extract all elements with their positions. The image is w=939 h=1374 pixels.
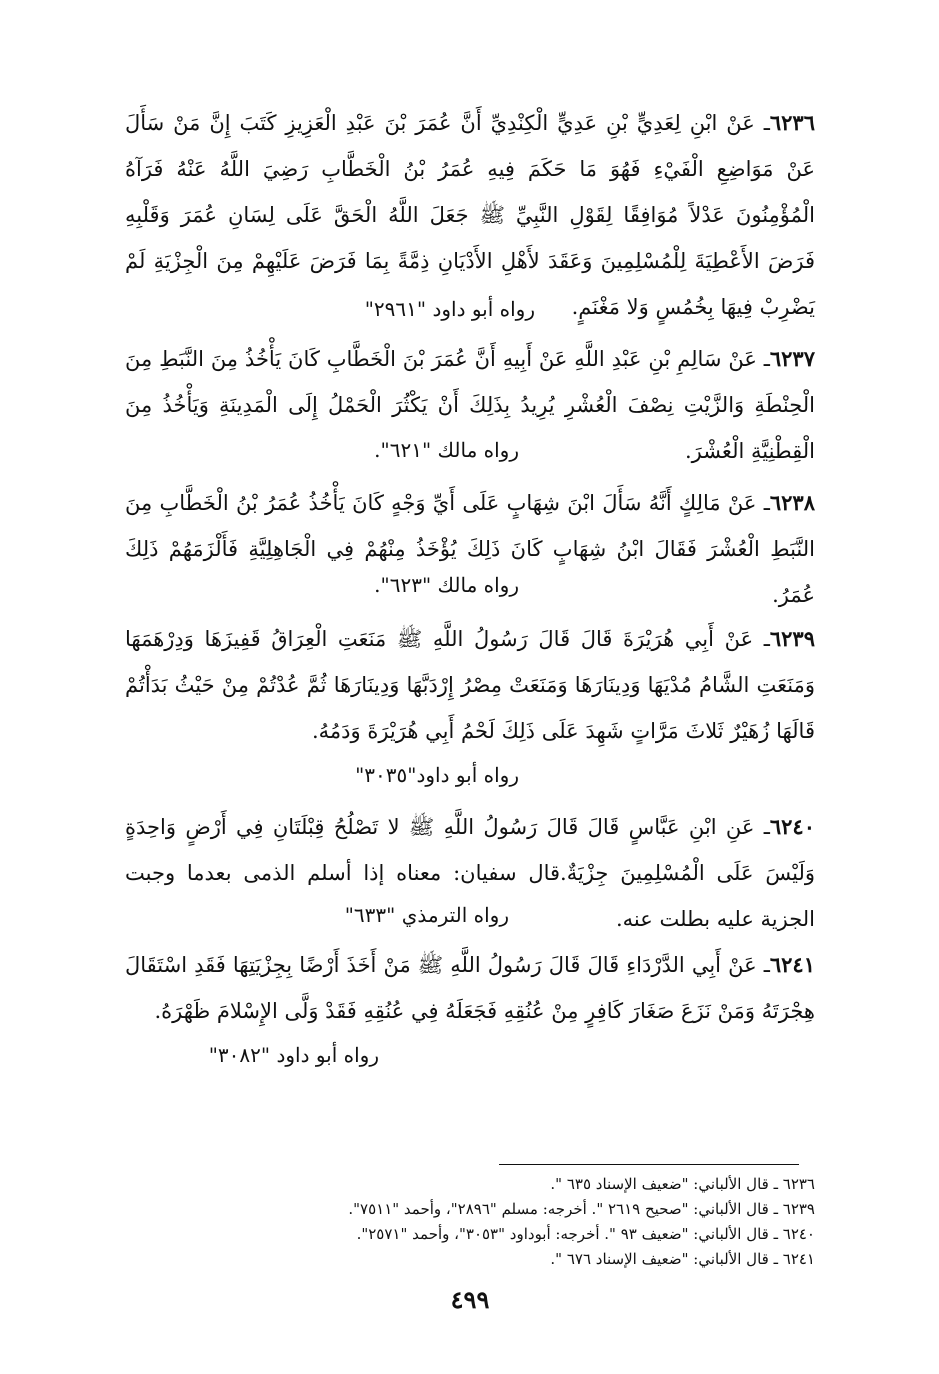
hadith-number: ٦٢٣٧ bbox=[769, 346, 815, 371]
hadith-text: ـ عَنِ ابْنِ عَبَّاسٍ قَالَ قَالَ رَسُولُ اللَّهِ ﷺ لا تَصْلُحُ قِبْلَتَانِ فِي أَرْضٍ وَاحِدَةٍ وَلَيْسَ عَلَى الْمُسْلِمِينَ جِزْيَةٌ.قال سفيان: معناه إذا أسلم الذمى بعدما وجبت الجزية عليه بطلت عنه. bbox=[125, 815, 815, 931]
hadith-6239 bbox=[125, 616, 815, 754]
hadith-text: ـ عَنْ ابْنِ لِعَدِيٍّ بْنِ عَدِيٍّ الْكِنْدِيِّ أَنَّ عُمَرَ بْنَ عَبْدِ الْعَزِيزِ كَتَبَ إِنَّ مَنْ سَأَلَ عَنْ مَوَاضِعِ الْفَيْءِ فَهُوَ مَا حَكَمَ فِيهِ عُمَرُ بْنُ الْخَطَّابِ رَضِيَ اللَّهُ عَنْهُ فَرَآهُ الْمُؤْمِنُونَ عَدْلاً مُوَافِقًا لِقَوْلِ النَّبِيِّ ﷺ جَعَلَ اللَّهُ الْحَقَّ عَلَى لِسَانِ عُمَرَ وَقَلْبِهِ فَرَضَ الأَعْطِيَةَ لِلْمُسْلِمِينَ وَعَقَدَ لأَهْلِ الأَدْيَانِ ذِمَّةً بِمَا فَرَضَ عَلَيْهِمْ مِنَ الْجِزْيَةِ لَمْ يَضْرِبْ فِيهَا بِخُمُسٍ وَلا مَغْنَمٍ. bbox=[125, 111, 815, 319]
hadith-number: ٦٢٤١ bbox=[769, 952, 815, 977]
hadith-source: رواه مالك "٦٢١". bbox=[374, 438, 519, 462]
hadith-text: ـ عَنْ سَالِمِ بْنِ عَبْدِ اللَّهِ عَنْ أَبِيهِ أَنَّ عُمَرَ بْنَ الْخَطَّابِ كَانَ يَأْخُذُ مِنَ النَّبَطِ مِنَ الْحِنْطَةِ وَالزَّيْتِ نِصْفَ الْعُشْرِ يُرِيدُ بِذَلِكَ أَنْ يَكْثُرَ الْحَمْلُ إِلَى الْمَدِينَةِ وَيَأْخُذُ مِنَ الْقِطْنِيَّةِ الْعُشْرَ. bbox=[125, 347, 815, 463]
footnote: ٦٢٤٠ ـ قال الألباني: "ضعيف ٩٣ ". أخرجه: أبوداود "٣٠٥٣"، وأحمد "٢٥٧١". bbox=[356, 1225, 815, 1243]
hadith-source: رواه أبو داود"٣٠٣٥" bbox=[355, 763, 519, 787]
hadith-source: رواه الترمذي "٦٣٣" bbox=[344, 903, 509, 927]
hadith-number: ٦٢٣٨ bbox=[769, 490, 815, 515]
footnote: ٦٢٣٦ ـ قال الألباني: "ضعيف الإسناد ٦٣٥ ". bbox=[550, 1175, 815, 1193]
footnote-divider bbox=[499, 1164, 799, 1165]
hadith-number: ٦٢٤٠ bbox=[769, 814, 815, 839]
hadith-text: ـ عَنْ أَبِي الدَّرْدَاءِ قَالَ قَالَ رَسُولُ اللَّهِ ﷺ مَنْ أَخَذَ أَرْضًا بِجِزْيَتِهَا فَقَدِ اسْتَقَالَ هِجْرَتَهُ وَمَنْ نَزَعَ صَغَارَ كَافِرٍ مِنْ عُنُقِهِ فَجَعَلَهُ فِي عُنُقِهِ فَقَدْ وَلَّى الإِسْلامَ ظَهْرَهُ. bbox=[125, 953, 815, 1023]
hadith-source: رواه مالك "٦٢٣". bbox=[374, 573, 519, 597]
page-number: ٤٩٩ bbox=[450, 1285, 490, 1314]
footnotes bbox=[220, 1172, 815, 1272]
hadith-source: رواه أبو داود "٢٩٦١" bbox=[364, 297, 535, 321]
hadith-text: ـ عَنْ أَبِي هُرَيْرَةَ قَالَ قَالَ رَسُولُ اللَّهِ ﷺ مَنَعَتِ الْعِرَاقُ قَفِيزَهَا وَدِرْهَمَهَا وَمَنَعَتِ الشَّامُ مُدْيَهَا وَدِينَارَهَا وَمَنَعَتْ مِصْرُ إِرْدَبَّهَا وَدِينَارَهَا ثُمَّ عُدْتُمْ مِنْ حَيْثُ بَدَأْتُمْ قَالَهَا زُهَيْرٌ ثَلاثَ مَرَّاتٍ شَهِدَ عَلَى ذَلِكَ لَحْمُ أَبِي هُرَيْرَةَ وَدَمُهُ. bbox=[125, 627, 815, 743]
hadith-source: رواه أبو داود "٣٠٨٢" bbox=[208, 1043, 379, 1067]
hadith-number: ٦٢٣٦ bbox=[769, 110, 815, 135]
hadith-number: ٦٢٣٩ bbox=[769, 626, 815, 651]
hadith-text: ـ عَنْ مَالِكٍ أَنَّهُ سَأَلَ ابْنَ شِهَابٍ عَلَى أَيِّ وَجْهٍ كَانَ يَأْخُذُ عُمَرُ بْنُ الْخَطَّابِ مِنَ النَّبَطِ الْعُشْرَ فَقَالَ ابْنُ شِهَابٍ كَانَ ذَلِكَ يُؤْخَذُ مِنْهُمْ فِي الْجَاهِلِيَّةِ فَأَلْزَمَهُمْ ذَلِكَ عُمَرُ. bbox=[125, 491, 815, 607]
hadith-6241 bbox=[125, 942, 815, 1034]
footnote: ٦٢٤١ ـ قال الألباني: "ضعيف الإسناد ٦٧٦ ". bbox=[550, 1250, 815, 1268]
footnote: ٦٢٣٩ ـ قال الألباني: "صحيح ٢٦١٩ ". أخرجه: مسلم "٢٨٩٦"، وأحمد "٧٥١١". bbox=[348, 1200, 815, 1218]
